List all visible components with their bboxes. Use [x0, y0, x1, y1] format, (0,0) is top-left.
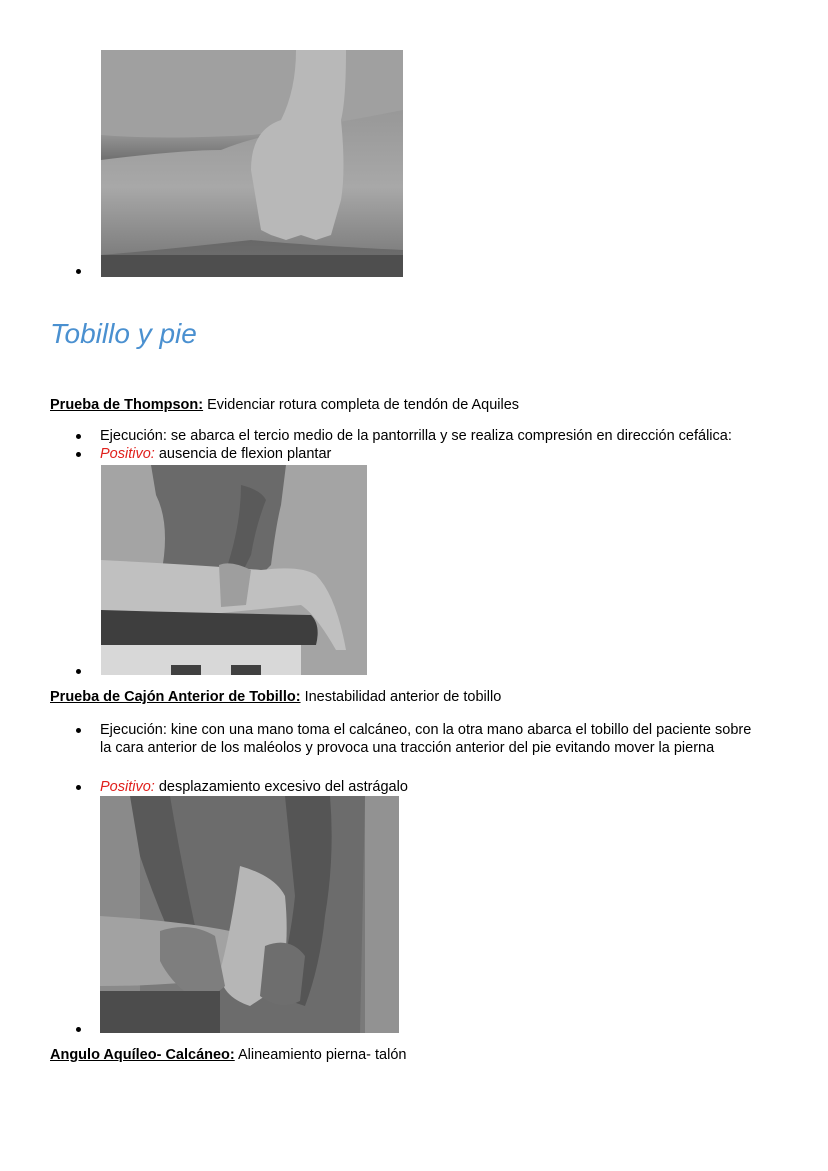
test-angulo-title-line [50, 1046, 406, 1064]
knee-photo-graphic [101, 50, 403, 277]
list-bullet [76, 434, 81, 439]
photo-thompson-test [101, 465, 367, 675]
positive-label: Positivo: [100, 446, 155, 462]
drawer-photo-graphic [100, 796, 399, 1033]
list-bullet [76, 669, 81, 674]
list-bullet [76, 452, 81, 457]
test-title: Angulo Aquíleo- Calcáneo: [50, 1047, 235, 1063]
item-text: desplazamiento excesivo del astrágalo [154, 779, 408, 795]
list-bullet [76, 1027, 81, 1032]
list-item-execution [100, 427, 732, 445]
test-description: Evidenciar rotura completa de tendón de Aquiles [203, 397, 520, 413]
list-bullet [76, 728, 81, 733]
item-text: Ejecución: se abarca el tercio medio de la pantorrilla y se realiza compresión en dirección cefálica: [100, 428, 732, 444]
photo-knee-palpation [101, 50, 403, 277]
section-heading: Tobillo y pie [50, 318, 197, 349]
list-bullet [76, 269, 81, 274]
test-title: Prueba de Thompson: [50, 397, 204, 413]
list-item-execution [100, 721, 760, 757]
item-text: ausencia de flexion plantar [154, 446, 332, 462]
list-bullet [76, 785, 81, 790]
list-item-positive [100, 778, 408, 796]
photo-anterior-drawer-test [100, 796, 399, 1033]
test-thompson-title-line [50, 396, 519, 414]
positive-label: Positivo: [100, 779, 155, 795]
thompson-photo-graphic [101, 465, 367, 675]
item-text: Ejecución: kine con una mano toma el calcáneo, con la otra mano abarca el tobillo del paciente sobre la cara anterior de los maléolos y provoca una tracción anterior del pie evitando mover la pierna [100, 722, 752, 756]
list-item-positive [100, 445, 331, 463]
test-cajon-title-line [50, 688, 501, 706]
test-title: Prueba de Cajón Anterior de Tobillo: [50, 689, 301, 705]
test-description: Inestabilidad anterior de tobillo [300, 689, 502, 705]
test-description: Alineamiento pierna- talón [234, 1047, 407, 1063]
